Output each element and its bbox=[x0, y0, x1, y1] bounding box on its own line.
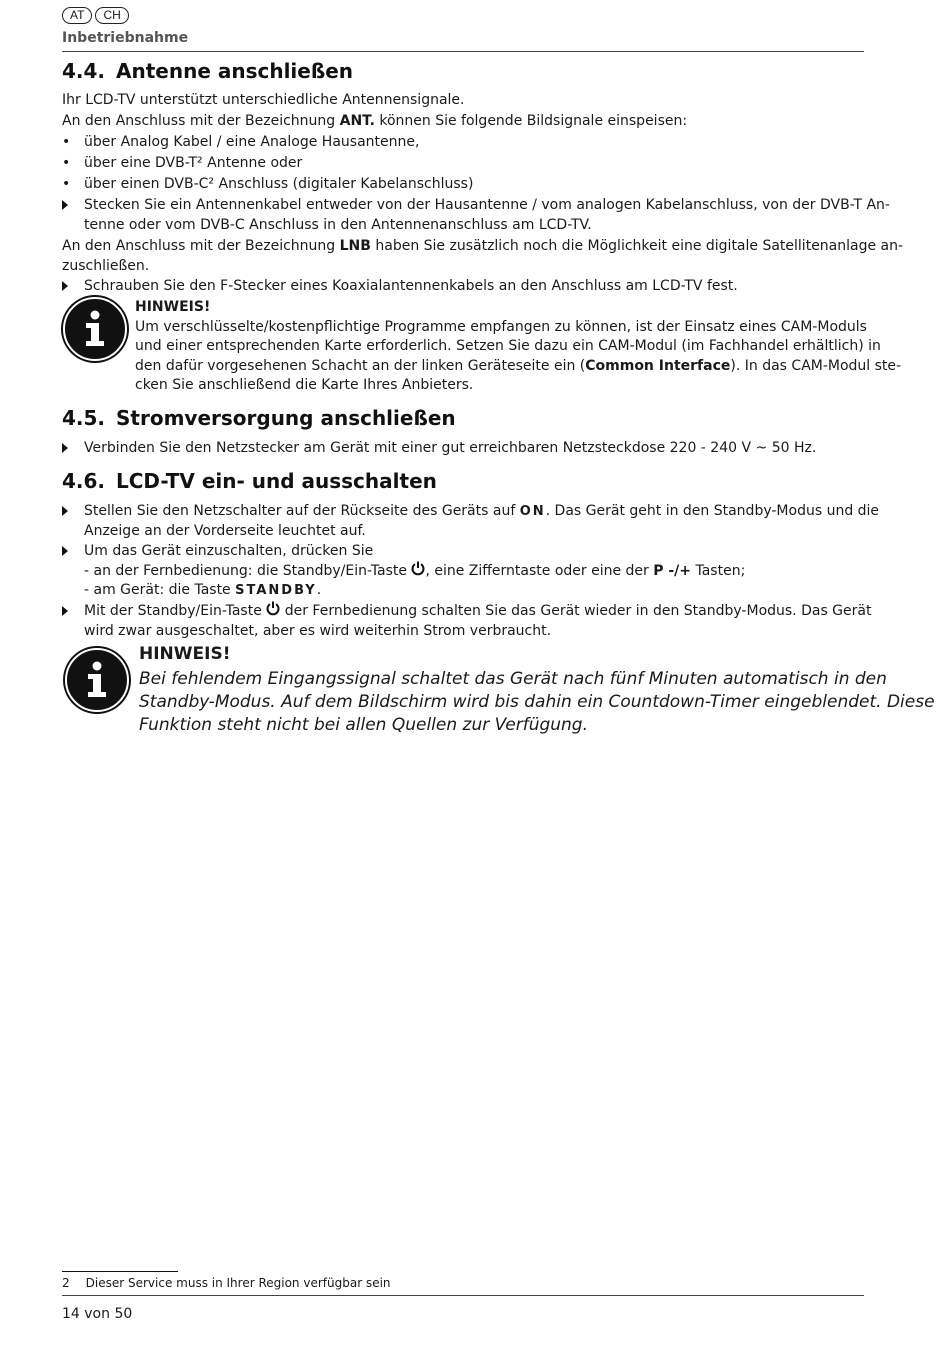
text: können Sie folgende Bildsignale einspeisen: bbox=[374, 113, 688, 129]
text: haben Sie zusätzlich noch die Möglichkeit eine digitale Satellitenanlage an- bbox=[370, 238, 904, 254]
paragraph: zuschließen. bbox=[62, 258, 150, 274]
bullet-dot: • bbox=[62, 134, 71, 150]
step-text bbox=[84, 561, 886, 581]
step-text: . Das Gerät geht in den Standby-Modus und die bbox=[545, 503, 880, 519]
info-icon bbox=[63, 297, 127, 361]
step-text: tenne oder vom DVB-C Anschluss in den Antennenanschluss am LCD-TV. bbox=[84, 217, 592, 233]
note-text: Standby-Modus. Auf dem Bildschirm wird bis dahin ein Countdown-Timer eingeblendet. Diese bbox=[139, 692, 935, 712]
bullet-dot: • bbox=[62, 155, 71, 171]
step-item bbox=[62, 438, 864, 458]
list-item bbox=[62, 174, 864, 194]
step-item bbox=[62, 541, 864, 561]
text: An den Anschluss mit der Bezeichnung bbox=[62, 113, 340, 129]
power-icon bbox=[411, 561, 425, 576]
arrow-right-icon bbox=[62, 200, 68, 210]
badge-ch: CH bbox=[95, 7, 128, 24]
footnote-text: Dieser Service muss in Ihrer Region verfügbar sein bbox=[85, 1276, 391, 1290]
step-item bbox=[62, 601, 872, 621]
section-header: Inbetriebnahme bbox=[62, 30, 189, 46]
key-label: ON bbox=[519, 504, 546, 519]
key-label: P -/+ bbox=[653, 563, 692, 579]
step-text: Stellen Sie den Netzschalter auf der Rückseite des Geräts auf bbox=[84, 503, 520, 519]
bullet-dot: • bbox=[62, 176, 71, 192]
step-text: Mit der Standby/Ein-Taste bbox=[84, 603, 267, 619]
note-title: HINWEIS! bbox=[139, 644, 231, 664]
page-number: 14 von 50 bbox=[62, 1306, 133, 1322]
text: ). In das CAM-Modul ste- bbox=[730, 358, 902, 374]
text: - am Gerät: die Taste bbox=[84, 582, 236, 598]
text: An den Anschluss mit der Bezeichnung bbox=[62, 238, 340, 254]
note-text: und einer entsprechenden Karte erforderlich. Setzen Sie dazu ein CAM-Modul (im Fachhandel erhältlich) in bbox=[135, 338, 881, 354]
heading-number: 4.4. bbox=[62, 59, 106, 83]
arrow-right-icon bbox=[62, 606, 68, 616]
country-badges bbox=[62, 7, 129, 24]
text: Tasten; bbox=[691, 563, 746, 579]
paragraph bbox=[62, 236, 904, 256]
heading-number: 4.5. bbox=[62, 406, 106, 430]
note-text: cken Sie anschließend die Karte Ihres Anbieters. bbox=[135, 377, 474, 393]
paragraph bbox=[62, 111, 864, 131]
note-text: Bei fehlendem Eingangssignal schaltet das Gerät nach fünf Minuten automatisch in den bbox=[139, 669, 887, 689]
heading-title: LCD-TV ein- und ausschalten bbox=[116, 469, 437, 493]
text: . bbox=[316, 582, 322, 598]
text-bold: LNB bbox=[339, 238, 371, 254]
list-item-text: über einen DVB-C² Anschluss (digitaler Kabelanschluss) bbox=[84, 176, 474, 192]
arrow-right-icon bbox=[62, 281, 68, 291]
heading-title: Stromversorgung anschließen bbox=[116, 406, 456, 430]
text-bold: Common Interface bbox=[585, 358, 731, 374]
footnote-divider bbox=[62, 1271, 178, 1272]
paragraph: Ihr LCD-TV unterstützt unterschiedliche Antennensignale. bbox=[62, 92, 465, 108]
heading-4-4 bbox=[62, 59, 353, 83]
step-item bbox=[62, 195, 890, 215]
step-text: Um das Gerät einzuschalten, drücken Sie bbox=[84, 543, 374, 559]
power-icon bbox=[266, 601, 280, 616]
text: , eine Zifferntaste oder eine der bbox=[425, 563, 654, 579]
text: - an der Fernbedienung: die Standby/Ein-Taste bbox=[84, 563, 412, 579]
note-text: Um verschlüsselte/kostenpflichtige Programme empfangen zu können, ist der Einsatz eines CAM-Moduls bbox=[135, 319, 867, 335]
heading-number: 4.6. bbox=[62, 469, 106, 493]
text-bold: ANT. bbox=[339, 113, 375, 129]
heading-title: Antenne anschließen bbox=[116, 59, 354, 83]
list-item bbox=[62, 132, 864, 152]
header-divider bbox=[62, 51, 864, 52]
step-text: Schrauben Sie den F-Stecker eines Koaxialantennenkabels an den Anschluss am LCD-TV fest. bbox=[84, 278, 738, 294]
note-text: Funktion steht nicht bei allen Quellen zur Verfügung. bbox=[139, 715, 589, 735]
step-text bbox=[84, 580, 886, 601]
step-text: der Fernbedienung schalten Sie das Gerät wieder in den Standby-Modus. Das Gerät bbox=[280, 603, 872, 619]
badge-at: AT bbox=[62, 7, 92, 24]
heading-4-6 bbox=[62, 469, 437, 493]
step-item bbox=[62, 276, 864, 296]
heading-4-5 bbox=[62, 406, 456, 430]
step-text: wird zwar ausgeschaltet, aber es wird weiterhin Strom verbraucht. bbox=[84, 623, 552, 639]
footer-divider bbox=[62, 1295, 864, 1296]
list-item bbox=[62, 153, 864, 173]
footnote bbox=[62, 1276, 391, 1290]
step-text: Verbinden Sie den Netzstecker am Gerät mit einer gut erreichbaren Netzsteckdose 220 - 240 V ~ 50 Hz. bbox=[84, 440, 817, 456]
note-title: HINWEIS! bbox=[135, 299, 211, 315]
info-icon bbox=[65, 648, 129, 712]
step-item bbox=[62, 501, 880, 522]
text: den dafür vorgesehenen Schacht an der linken Geräteseite ein ( bbox=[135, 358, 586, 374]
arrow-right-icon bbox=[62, 506, 68, 516]
note-text bbox=[135, 356, 937, 376]
step-text: Anzeige an der Vorderseite leuchtet auf. bbox=[84, 523, 366, 539]
step-text: Stecken Sie ein Antennenkabel entweder von der Hausantenne / vom analogen Kabelanschluss, von der DVB-T An- bbox=[84, 197, 890, 213]
list-item-text: über eine DVB-T² Antenne oder bbox=[84, 155, 303, 171]
arrow-right-icon bbox=[62, 443, 68, 453]
footnote-number: 2 bbox=[62, 1276, 70, 1290]
arrow-right-icon bbox=[62, 546, 68, 556]
key-label: STANDBY bbox=[235, 583, 317, 598]
list-item-text: über Analog Kabel / eine Analoge Hausantenne, bbox=[84, 134, 420, 150]
